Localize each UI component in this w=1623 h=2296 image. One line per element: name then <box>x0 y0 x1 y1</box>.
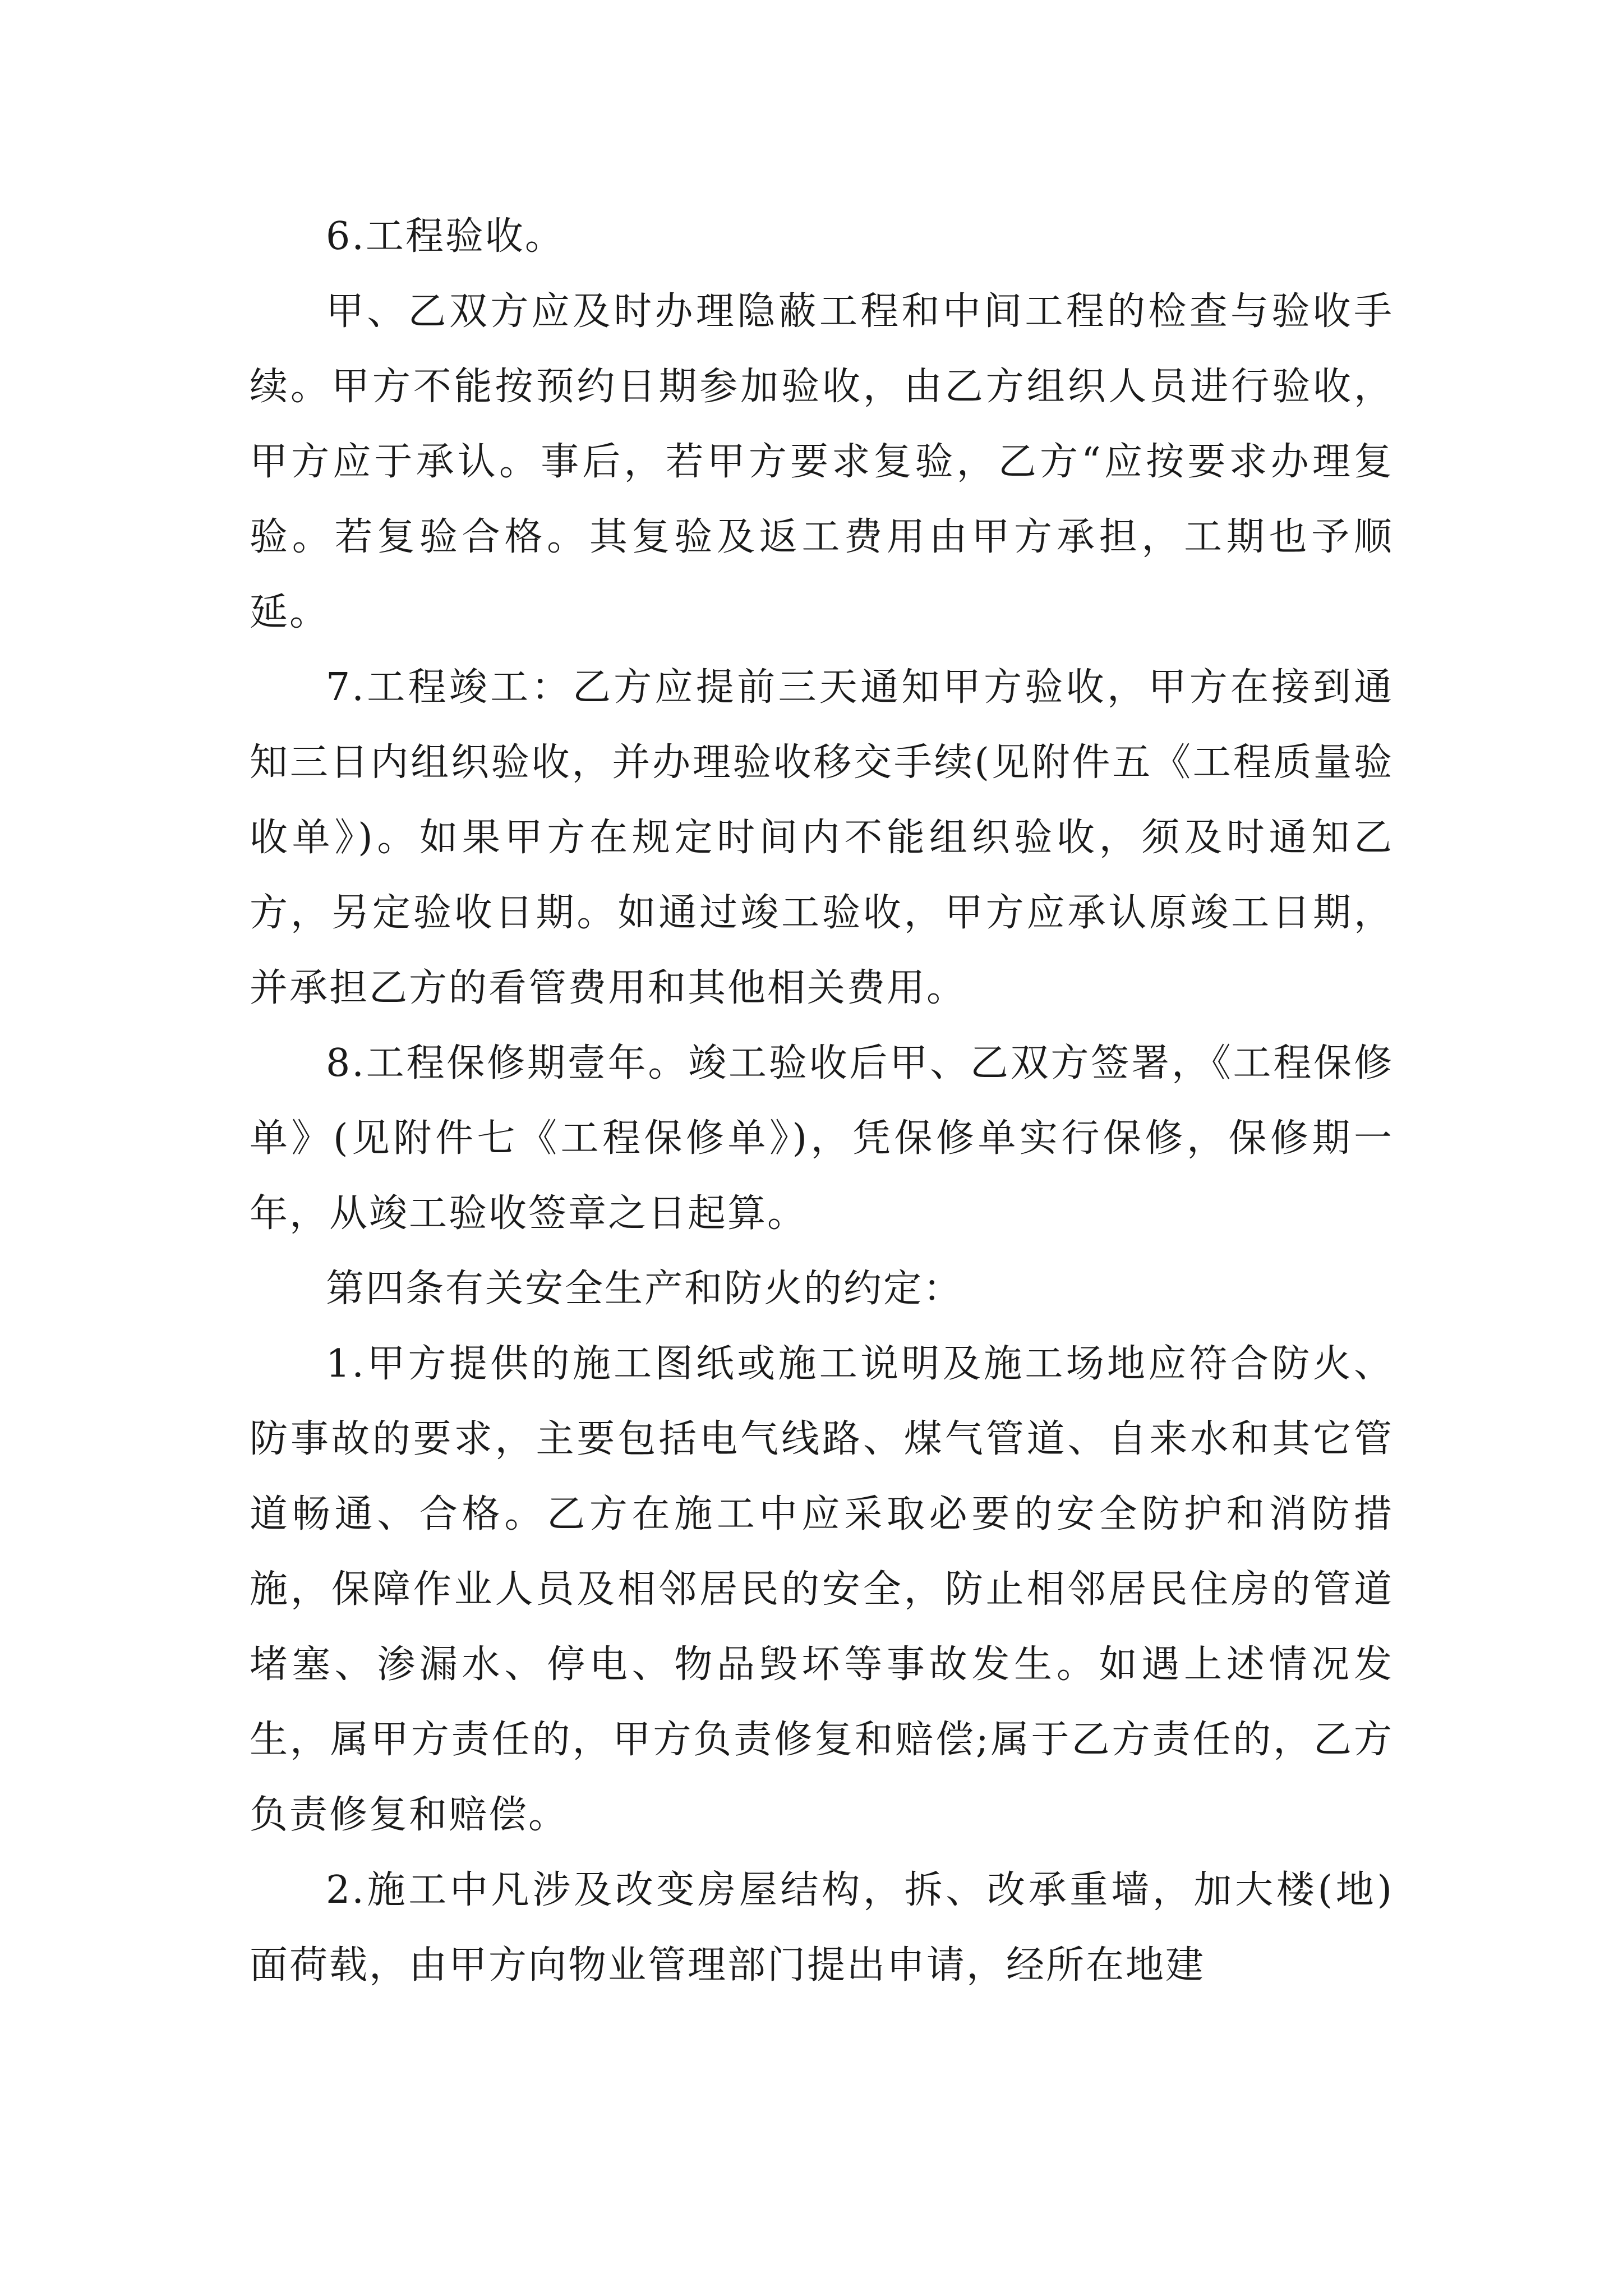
paragraph-article-4-heading: 第四条有关安全生产和防火的约定： <box>326 1267 963 1311</box>
paragraph-section-8-warranty: 8.工程保修期壹年。竣工验收后甲、乙双方签署，《工程保修单》(见附件七《工程保修单》)，凭保修单实行保修，保修期一年，从竣工验收签章之日起算。 <box>250 1041 1394 1236</box>
paragraph-section-7-completion: 7.工程竣工：乙方应提前三天通知甲方验收，甲方在接到通知三日内组织验收，并办理验收移交手续(见附件五《工程质量验收单》)。如果甲方在规定时间内不能组织验收，须及时通知乙方，另定验收日期。如通过竣工验收，甲方应承认原竣工日期，并承担乙方的看管费用和其他相关费用。 <box>250 665 1394 1010</box>
paragraph-safety-item-2: 2.施工中凡涉及改变房屋结构，拆、改承重墙，加大楼(地)面荷载，由甲方向物业管理部门提出申请，经所在地建 <box>250 1868 1394 1987</box>
document-body <box>250 199 1394 2003</box>
paragraph-safety-item-1: 1.甲方提供的施工图纸或施工说明及施工场地应符合防火、防事故的要求，主要包括电气线路、煤气管道、自来水和其它管道畅通、合格。乙方在施工中应采取必要的安全防护和消防措施，保障作业人员及相邻居民的安全，防止相邻居民住房的管道堵塞、渗漏水、停电、物品毁坏等事故发生。如遇上述情况发生，属甲方责任的，甲方负责修复和赔偿;属于乙方责任的，乙方负责修复和赔偿。 <box>250 1342 1394 1837</box>
paragraph-section-6-heading: 6.工程验收。 <box>326 214 565 259</box>
paragraph-inspection-procedures: 甲、乙双方应及时办理隐蔽工程和中间工程的检查与验收手续。甲方不能按预约日期参加验收，由乙方组织人员进行验收，甲方应于承认。事后，若甲方要求复验，乙方“应按要求办理复验。若复验合格。其复验及返工费用由甲方承担，工期也予顺延。 <box>250 289 1394 634</box>
